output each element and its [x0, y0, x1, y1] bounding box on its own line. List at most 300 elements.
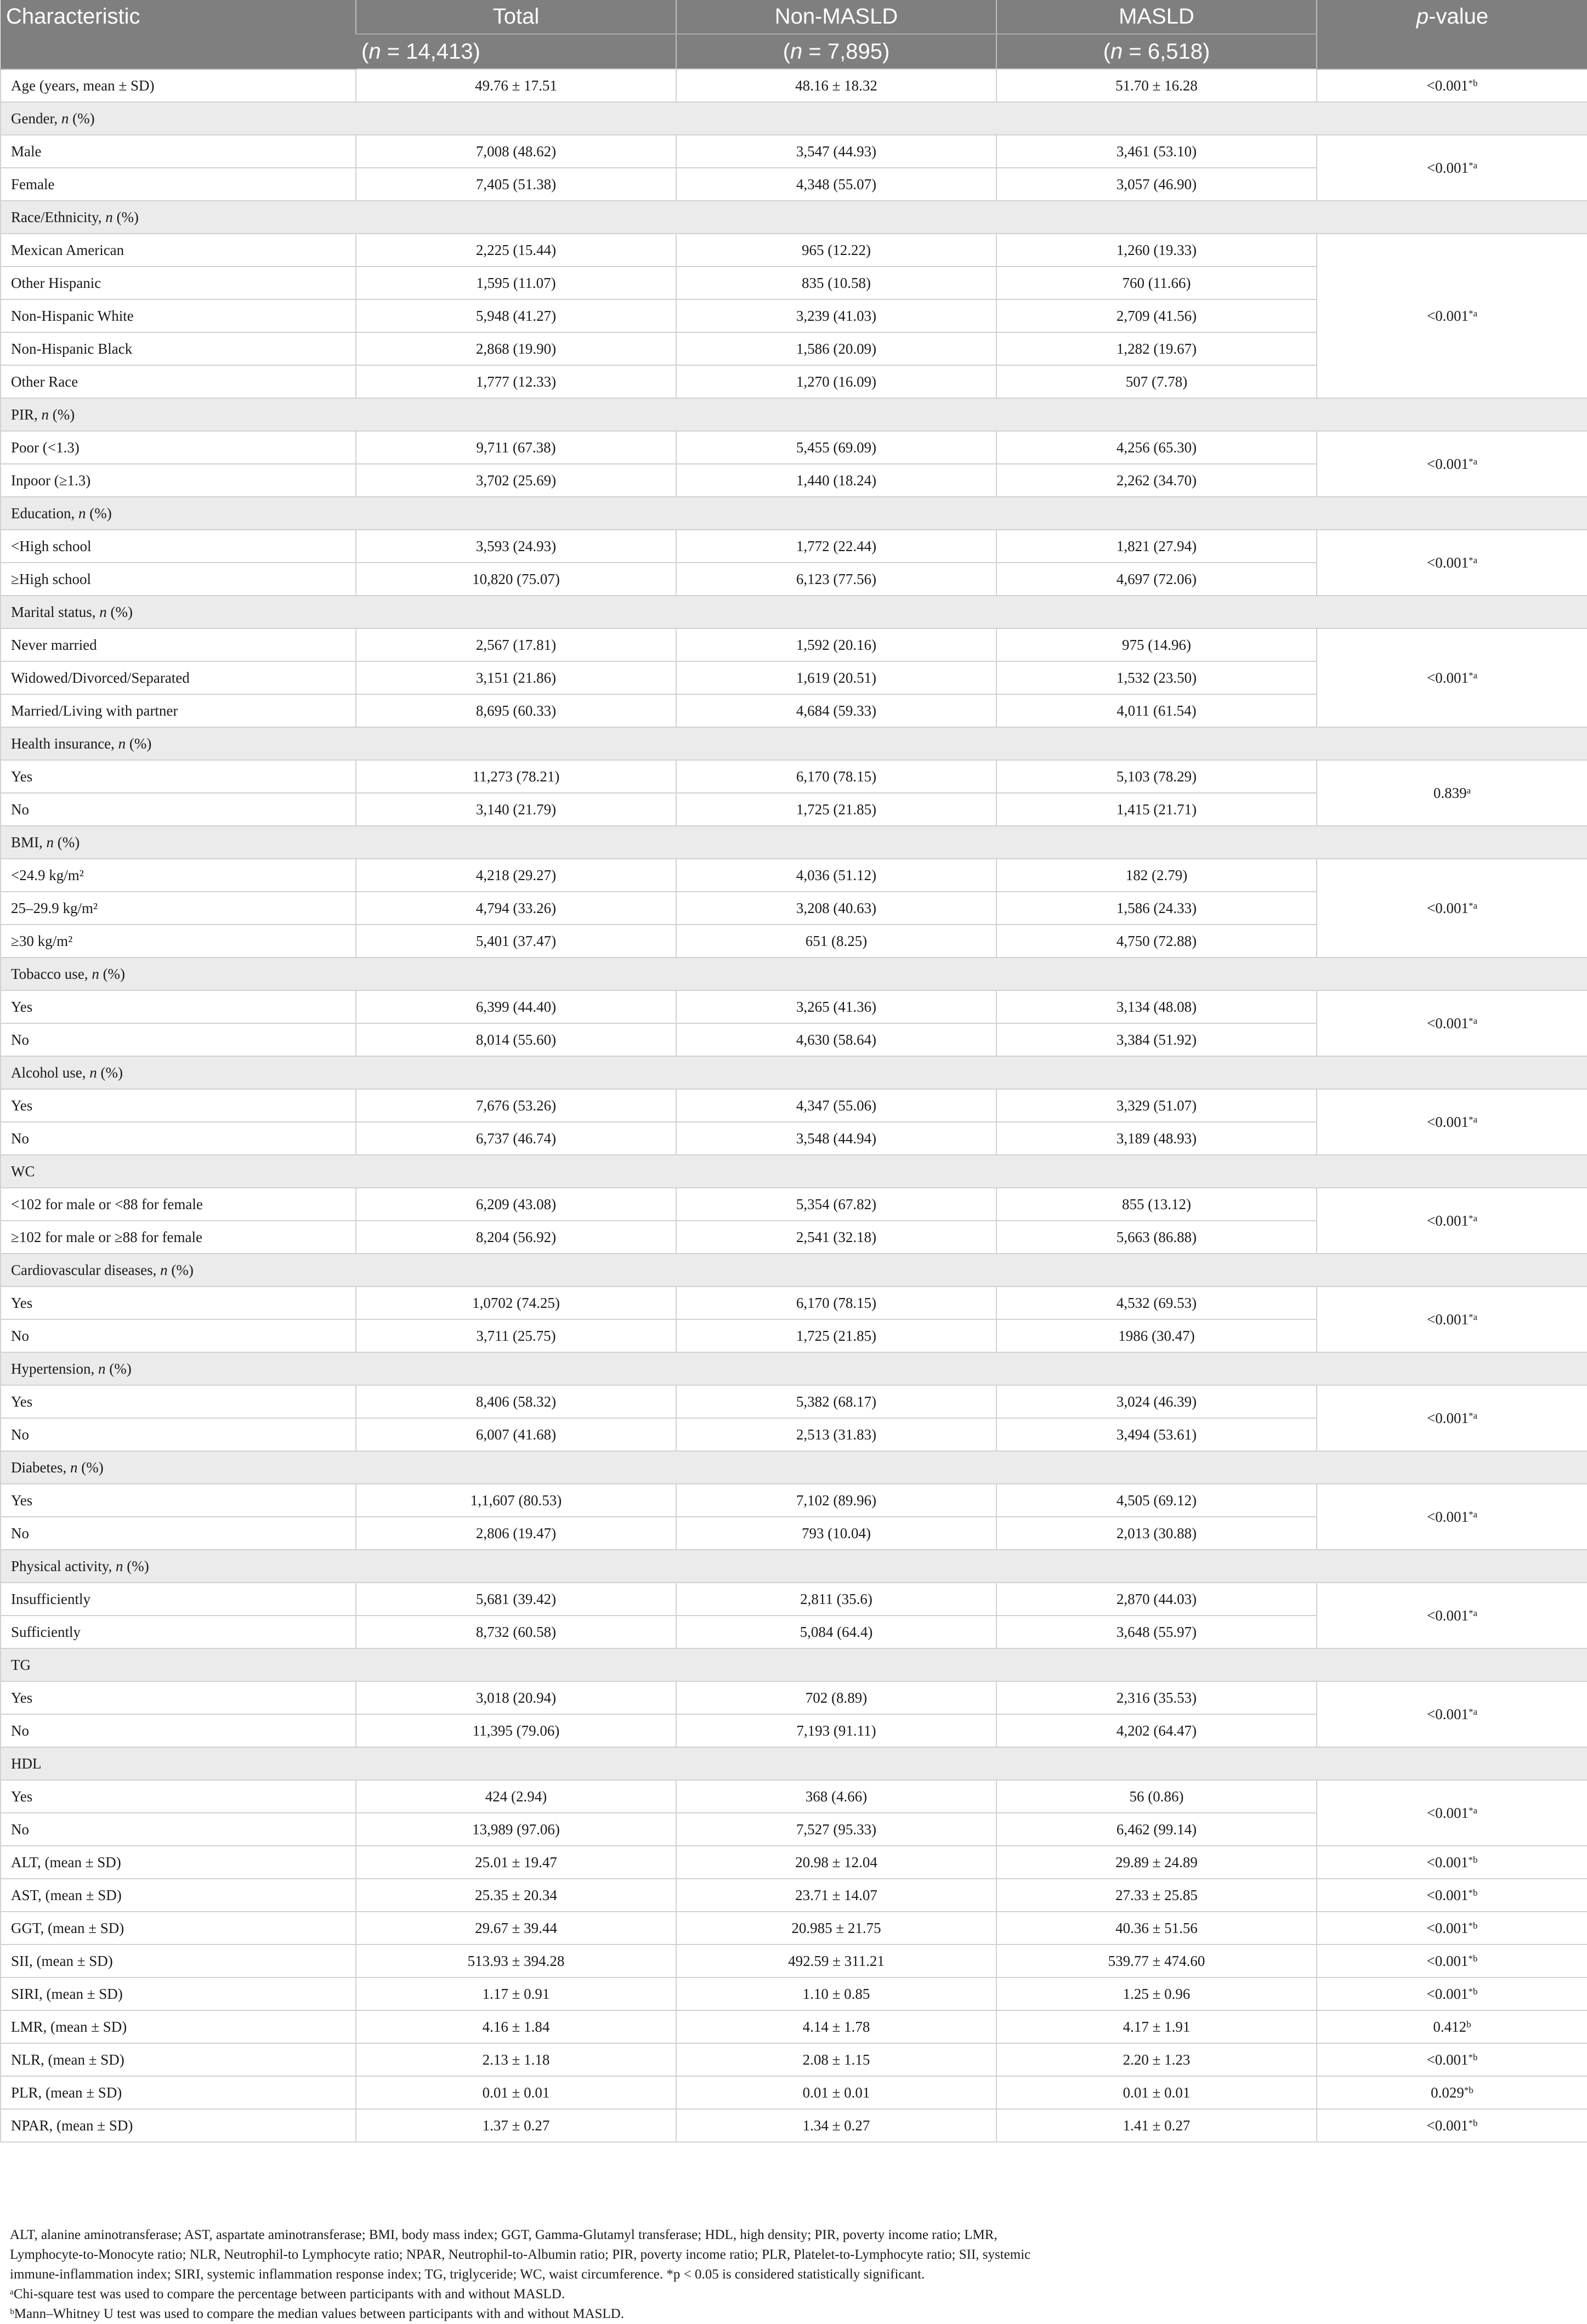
cell-total: 13,989 (97.06): [356, 1813, 676, 1846]
row-label: NLR, (mean ± SD): [1, 2043, 356, 2076]
cell-non-masld: 368 (4.66): [676, 1780, 996, 1813]
cell-total: 8,014 (55.60): [356, 1023, 676, 1056]
cell-non-masld: 6,170 (78.15): [676, 760, 996, 793]
cell-p-value: $<0.001^{*b}$: [1317, 1879, 1587, 1912]
row-label: Poor (<1.3): [1, 431, 356, 464]
section-row: [1, 497, 1587, 530]
cell-masld: 1.25 ± 0.96: [996, 1977, 1317, 2010]
row-label: NPAR, (mean ± SD): [1, 2109, 356, 2142]
header-p-value: p-value: [1317, 0, 1587, 69]
cell-masld: 3,648 (55.97): [996, 1616, 1317, 1648]
row-label: No: [1, 1714, 356, 1747]
cell-total: 5,401 (37.47): [356, 925, 676, 957]
cell-masld: 2,870 (44.03): [996, 1583, 1317, 1616]
cell-p-value: $<0.001^{*a}$: [1317, 1681, 1587, 1747]
cell-masld: 51.70 ± 16.28: [996, 69, 1317, 102]
cell-non-masld: 23.71 ± 14.07: [676, 1879, 996, 1912]
cell-non-masld: 1.10 ± 0.85: [676, 1977, 996, 2010]
cell-masld: 4,202 (64.47): [996, 1714, 1317, 1747]
subheader-total-n: (n = 14,413): [356, 34, 676, 69]
cell-total: 3,702 (25.69): [356, 464, 676, 497]
cell-non-masld: 702 (8.89): [676, 1681, 996, 1714]
section-label: Tobacco use, n (%): [1, 957, 1587, 990]
section-row: [1, 398, 1587, 431]
cell-total: 25.35 ± 20.34: [356, 1879, 676, 1912]
cell-masld: 1,586 (24.33): [996, 892, 1317, 925]
row-label: ≥High school: [1, 563, 356, 596]
section-label: Health insurance, n (%): [1, 727, 1587, 760]
cell-masld: 27.33 ± 25.85: [996, 1879, 1317, 1912]
section-label: Cardiovascular diseases, n (%): [1, 1254, 1587, 1286]
cell-p-value: $<0.001^{*a}$: [1317, 135, 1587, 201]
cell-p-value: $<0.001^{*a}$: [1317, 990, 1587, 1056]
cell-total: 3,140 (21.79): [356, 793, 676, 826]
table-row: [1, 69, 1587, 102]
cell-non-masld: 2,541 (32.18): [676, 1221, 996, 1254]
cell-non-masld: 492.59 ± 311.21: [676, 1945, 996, 1977]
cell-masld: 4,011 (61.54): [996, 694, 1317, 727]
cell-total: 3,593 (24.93): [356, 530, 676, 563]
cell-p-value: $<0.001^{*b}$: [1317, 2109, 1587, 2142]
cell-total: 2,225 (15.44): [356, 234, 676, 267]
cell-total: 7,405 (51.38): [356, 168, 676, 201]
row-label: No: [1, 1813, 356, 1846]
section-row: [1, 957, 1587, 990]
cell-non-masld: 4,348 (55.07): [676, 168, 996, 201]
table-row: [1, 1780, 1587, 1813]
cell-total: 8,406 (58.32): [356, 1385, 676, 1418]
section-label: BMI, n (%): [1, 826, 1587, 859]
table-row: [1, 2043, 1587, 2076]
cell-masld: 855 (13.12): [996, 1188, 1317, 1221]
row-label: ALT, (mean ± SD): [1, 1846, 356, 1879]
row-label: Yes: [1, 990, 356, 1023]
cell-p-value: $<0.001^{*b}$: [1317, 1977, 1587, 2010]
cell-masld: 4,697 (72.06): [996, 563, 1317, 596]
row-label: No: [1, 793, 356, 826]
section-label: Diabetes, n (%): [1, 1451, 1587, 1484]
table-row: [1, 234, 1587, 267]
cell-non-masld: 4,347 (55.06): [676, 1089, 996, 1122]
row-label: ≥30 kg/m²: [1, 925, 356, 957]
cell-total: 4,794 (33.26): [356, 892, 676, 925]
cell-total: 1,0702 (74.25): [356, 1286, 676, 1319]
section-row: [1, 727, 1587, 760]
table-row: [1, 760, 1587, 793]
row-label: Male: [1, 135, 356, 168]
header-non-masld: Non-MASLD: [676, 0, 996, 34]
cell-non-masld: 4.14 ± 1.78: [676, 2010, 996, 2043]
section-row: [1, 1352, 1587, 1385]
p-value-superscript: *a: [1468, 1114, 1478, 1125]
cell-total: 6,737 (46.74): [356, 1122, 676, 1155]
p-value-superscript: *a: [1468, 160, 1478, 171]
section-row: [1, 1747, 1587, 1780]
cell-masld: 507 (7.78): [996, 365, 1317, 398]
p-value-superscript: *a: [1468, 308, 1478, 319]
row-label: Other Race: [1, 365, 356, 398]
table-row: [1, 990, 1587, 1023]
cell-masld: 4,532 (69.53): [996, 1286, 1317, 1319]
cell-non-masld: 1,725 (21.85): [676, 793, 996, 826]
table-row: [1, 1977, 1587, 2010]
row-label: SII, (mean ± SD): [1, 1945, 356, 1977]
cell-total: 2,567 (17.81): [356, 628, 676, 661]
cell-non-masld: 4,684 (59.33): [676, 694, 996, 727]
cell-p-value: $<0.001^{*a}$: [1317, 431, 1587, 497]
table-footnotes: [10, 2225, 1107, 2324]
cell-total: 2,868 (19.90): [356, 332, 676, 365]
p-value-superscript: a: [1466, 785, 1471, 796]
cell-non-masld: 6,123 (77.56): [676, 563, 996, 596]
section-row: [1, 1648, 1587, 1681]
cell-p-value: $<0.001^{*a}$: [1317, 530, 1587, 596]
cell-non-masld: 0.01 ± 0.01: [676, 2076, 996, 2109]
subheader-non-masld-n: (n = 7,895): [676, 34, 996, 69]
table-header: [1, 0, 1587, 69]
table-row: [1, 1879, 1587, 1912]
cell-total: 7,008 (48.62): [356, 135, 676, 168]
row-label: 25–29.9 kg/m²: [1, 892, 356, 925]
cell-non-masld: 7,527 (95.33): [676, 1813, 996, 1846]
cell-p-value: $<0.001^{*a}$: [1317, 1583, 1587, 1648]
cell-non-masld: 651 (8.25): [676, 925, 996, 957]
section-row: [1, 596, 1587, 628]
cell-masld: 3,024 (46.39): [996, 1385, 1317, 1418]
cell-p-value: $<0.001^{*b}$: [1317, 1945, 1587, 1977]
cell-masld: 2,316 (35.53): [996, 1681, 1317, 1714]
cell-non-masld: 965 (12.22): [676, 234, 996, 267]
p-value-superscript: *a: [1468, 1015, 1478, 1026]
section-row: [1, 826, 1587, 859]
cell-total: 5,948 (41.27): [356, 299, 676, 332]
p-value-superscript: *a: [1468, 554, 1478, 565]
cell-non-masld: 3,548 (44.94): [676, 1122, 996, 1155]
row-label: Yes: [1, 1286, 356, 1319]
p-value-superscript: *b: [1468, 1986, 1478, 1997]
cell-total: 3,018 (20.94): [356, 1681, 676, 1714]
cell-masld: 3,384 (51.92): [996, 1023, 1317, 1056]
cell-total: 1,595 (11.07): [356, 267, 676, 299]
section-row: [1, 1550, 1587, 1583]
row-label: Age (years, mean ± SD): [1, 69, 356, 102]
footnote-abbreviations-1: ALT, alanine aminotransferase; AST, aspartate aminotransferase; BMI, body mass index; GGT, Gamma-Glutamyl transferase; HDL, high density; PIR, poverty income ratio; LMR,: [10, 2227, 997, 2242]
table-row: [1, 135, 1587, 168]
cell-masld: 1,415 (21.71): [996, 793, 1317, 826]
subheader-masld-n: (n = 6,518): [996, 34, 1317, 69]
section-label: PIR, n (%): [1, 398, 1587, 431]
cell-non-masld: 1,592 (20.16): [676, 628, 996, 661]
row-label: Widowed/Divorced/Separated: [1, 661, 356, 694]
row-label: Never married: [1, 628, 356, 661]
cell-p-value: $<0.001^{*a}$: [1317, 1484, 1587, 1550]
cell-p-value: 0.412$^b$: [1317, 2010, 1587, 2043]
p-value-superscript: *a: [1468, 456, 1478, 467]
section-row: [1, 1056, 1587, 1089]
cell-total: 8,732 (60.58): [356, 1616, 676, 1648]
section-label: WC: [1, 1155, 1587, 1188]
cell-masld: 6,462 (99.14): [996, 1813, 1317, 1846]
cell-non-masld: 5,084 (64.4): [676, 1616, 996, 1648]
cell-non-masld: 6,170 (78.15): [676, 1286, 996, 1319]
cell-p-value: $<0.001^{*b}$: [1317, 1846, 1587, 1879]
row-label: Female: [1, 168, 356, 201]
cell-total: 513.93 ± 394.28: [356, 1945, 676, 1977]
cell-masld: 5,103 (78.29): [996, 760, 1317, 793]
cell-masld: 1,282 (19.67): [996, 332, 1317, 365]
cell-non-masld: 4,036 (51.12): [676, 859, 996, 892]
row-label: GGT, (mean ± SD): [1, 1912, 356, 1945]
cell-total: 3,711 (25.75): [356, 1319, 676, 1352]
cell-non-masld: 1,772 (22.44): [676, 530, 996, 563]
cell-total: 2,806 (19.47): [356, 1517, 676, 1550]
row-label: ≥102 for male or ≥88 for female: [1, 1221, 356, 1254]
cell-total: 424 (2.94): [356, 1780, 676, 1813]
cell-masld: 182 (2.79): [996, 859, 1317, 892]
cell-p-value: $<0.001^{*a}$: [1317, 628, 1587, 727]
cell-masld: 29.89 ± 24.89: [996, 1846, 1317, 1879]
row-label: No: [1, 1418, 356, 1451]
cell-masld: 3,057 (46.90): [996, 168, 1317, 201]
cell-masld: 3,134 (48.08): [996, 990, 1317, 1023]
table-row: [1, 1681, 1587, 1714]
cell-total: 1,777 (12.33): [356, 365, 676, 398]
cell-masld: 40.36 ± 51.56: [996, 1912, 1317, 1945]
p-value-superscript: *b: [1464, 2084, 1473, 2095]
cell-non-masld: 20.985 ± 21.75: [676, 1912, 996, 1945]
cell-non-masld: 3,208 (40.63): [676, 892, 996, 925]
cell-non-masld: 793 (10.04): [676, 1517, 996, 1550]
cell-total: 5,681 (39.42): [356, 1583, 676, 1616]
table-row: [1, 1912, 1587, 1945]
row-label: AST, (mean ± SD): [1, 1879, 356, 1912]
p-value-superscript: *b: [1468, 1854, 1478, 1865]
cell-masld: 56 (0.86): [996, 1780, 1317, 1813]
section-label: Race/Ethnicity, n (%): [1, 201, 1587, 234]
row-label: Non-Hispanic Black: [1, 332, 356, 365]
cell-masld: 3,329 (51.07): [996, 1089, 1317, 1122]
p-value-superscript: *a: [1468, 1410, 1478, 1421]
section-row: [1, 1254, 1587, 1286]
cell-non-masld: 3,547 (44.93): [676, 135, 996, 168]
cell-masld: 1,532 (23.50): [996, 661, 1317, 694]
cell-p-value: $<0.001^{*a}$: [1317, 1780, 1587, 1846]
section-label: Education, n (%): [1, 497, 1587, 530]
table-row: [1, 2010, 1587, 2043]
row-label: Yes: [1, 1089, 356, 1122]
cell-non-masld: 2,811 (35.6): [676, 1583, 996, 1616]
p-value-superscript: *b: [1468, 1920, 1478, 1931]
cell-non-masld: 3,239 (41.03): [676, 299, 996, 332]
p-value-superscript: *b: [1468, 2117, 1478, 2128]
row-label: Other Hispanic: [1, 267, 356, 299]
section-label: Hypertension, n (%): [1, 1352, 1587, 1385]
cell-total: 6,007 (41.68): [356, 1418, 676, 1451]
table-row: [1, 1286, 1587, 1319]
cell-masld: 1.41 ± 0.27: [996, 2109, 1317, 2142]
cell-p-value: $<0.001^{*a}$: [1317, 1286, 1587, 1352]
cell-non-masld: 835 (10.58): [676, 267, 996, 299]
p-value-superscript: *a: [1468, 1706, 1478, 1717]
cell-non-masld: 1.34 ± 0.27: [676, 2109, 996, 2142]
p-value-superscript: *a: [1468, 1607, 1478, 1618]
p-value-superscript: *b: [1468, 77, 1478, 88]
cell-total: 9,711 (67.38): [356, 431, 676, 464]
cell-masld: 539.77 ± 474.60: [996, 1945, 1317, 1977]
section-row: [1, 1155, 1587, 1188]
table-row: [1, 2076, 1587, 2109]
cell-non-masld: 1,619 (20.51): [676, 661, 996, 694]
p-value-superscript: b: [1466, 2019, 1471, 2030]
cell-masld: 1,260 (19.33): [996, 234, 1317, 267]
section-label: Marital status, n (%): [1, 596, 1587, 628]
header-characteristic: Characteristic: [1, 0, 356, 69]
cell-p-value: $<0.001^{*b}$: [1317, 69, 1587, 102]
cell-masld: 4.17 ± 1.91: [996, 2010, 1317, 2043]
table-row: [1, 530, 1587, 563]
cell-non-masld: 20.98 ± 12.04: [676, 1846, 996, 1879]
row-label: Insufficiently: [1, 1583, 356, 1616]
table-row: [1, 1846, 1587, 1879]
cell-masld: 3,494 (53.61): [996, 1418, 1317, 1451]
row-label: No: [1, 1517, 356, 1550]
cell-total: 3,151 (21.86): [356, 661, 676, 694]
cell-non-masld: 7,102 (89.96): [676, 1484, 996, 1517]
cell-non-masld: 5,354 (67.82): [676, 1188, 996, 1221]
cell-p-value: $<0.001^{*a}$: [1317, 234, 1587, 398]
cell-non-masld: 1,725 (21.85): [676, 1319, 996, 1352]
table-row: [1, 1484, 1587, 1517]
cell-total: 4.16 ± 1.84: [356, 2010, 676, 2043]
cell-total: 6,209 (43.08): [356, 1188, 676, 1221]
cell-masld: 4,256 (65.30): [996, 431, 1317, 464]
table-row: [1, 1188, 1587, 1221]
cell-non-masld: 2,513 (31.83): [676, 1418, 996, 1451]
cell-p-value: $<0.001^{*b}$: [1317, 2043, 1587, 2076]
section-label: TG: [1, 1648, 1587, 1681]
row-label: Yes: [1, 760, 356, 793]
cell-masld: 760 (11.66): [996, 267, 1317, 299]
cell-total: 0.01 ± 0.01: [356, 2076, 676, 2109]
cell-total: 25.01 ± 19.47: [356, 1846, 676, 1879]
p-value-superscript: *a: [1468, 900, 1478, 911]
cell-masld: 4,750 (72.88): [996, 925, 1317, 957]
row-label: PLR, (mean ± SD): [1, 2076, 356, 2109]
cell-total: 1,1,607 (80.53): [356, 1484, 676, 1517]
header-masld: MASLD: [996, 0, 1317, 34]
cell-masld: 3,461 (53.10): [996, 135, 1317, 168]
cell-non-masld: 1,440 (18.24): [676, 464, 996, 497]
p-value-superscript: *a: [1468, 1212, 1478, 1223]
table-row: [1, 1089, 1587, 1122]
table-row: [1, 431, 1587, 464]
cell-p-value: 0.839$^a$: [1317, 760, 1587, 826]
row-label: <High school: [1, 530, 356, 563]
cell-non-masld: 48.16 ± 18.32: [676, 69, 996, 102]
cell-total: 8,695 (60.33): [356, 694, 676, 727]
section-label: Physical activity, n (%): [1, 1550, 1587, 1583]
cell-total: 29.67 ± 39.44: [356, 1912, 676, 1945]
cell-p-value: $<0.001^{*a}$: [1317, 859, 1587, 957]
cell-p-value: $<0.001^{*a}$: [1317, 1089, 1587, 1155]
cell-total: 10,820 (75.07): [356, 563, 676, 596]
row-label: <102 for male or <88 for female: [1, 1188, 356, 1221]
row-label: No: [1, 1023, 356, 1056]
table-row: [1, 1385, 1587, 1418]
cell-masld: 5,663 (86.88): [996, 1221, 1317, 1254]
cell-masld: 1,821 (27.94): [996, 530, 1317, 563]
footnote-mann-whitney: ᵇMann–Whitney U test was used to compare the median values between participants with and without MASLD.: [10, 2306, 624, 2321]
row-label: Sufficiently: [1, 1616, 356, 1648]
section-row: [1, 1451, 1587, 1484]
row-label: Non-Hispanic White: [1, 299, 356, 332]
p-value-superscript: *a: [1468, 1509, 1478, 1520]
cell-total: 4,218 (29.27): [356, 859, 676, 892]
row-label: Yes: [1, 1780, 356, 1813]
cell-non-masld: 5,455 (69.09): [676, 431, 996, 464]
cell-total: 8,204 (56.92): [356, 1221, 676, 1254]
cell-non-masld: 1,270 (16.09): [676, 365, 996, 398]
p-value-superscript: *b: [1468, 1953, 1478, 1964]
section-label: Gender, n (%): [1, 102, 1587, 135]
row-label: <24.9 kg/m²: [1, 859, 356, 892]
table-row: [1, 859, 1587, 892]
cell-non-masld: 5,382 (68.17): [676, 1385, 996, 1418]
section-label: Alcohol use, n (%): [1, 1056, 1587, 1089]
footnote-abbreviations-3: immune-inflammation index; SIRI, systemic inflammation response index; TG, triglyceride; WC, waist circumference. *p < 0.05 is considered statistically significant.: [10, 2267, 925, 2282]
cell-non-masld: 7,193 (91.11): [676, 1714, 996, 1747]
table-row: [1, 1945, 1587, 1977]
cell-non-masld: 1,586 (20.09): [676, 332, 996, 365]
cell-total: 7,676 (53.26): [356, 1089, 676, 1122]
p-value-superscript: *b: [1468, 2051, 1478, 2062]
cell-masld: 2,262 (34.70): [996, 464, 1317, 497]
section-label: HDL: [1, 1747, 1587, 1780]
section-row: [1, 201, 1587, 234]
cell-p-value: $<0.001^{*a}$: [1317, 1385, 1587, 1451]
cell-p-value: $<0.001^{*a}$: [1317, 1188, 1587, 1254]
p-value-superscript: *a: [1468, 1311, 1478, 1322]
cell-masld: 2,709 (41.56): [996, 299, 1317, 332]
row-label: LMR, (mean ± SD): [1, 2010, 356, 2043]
cell-total: 2.13 ± 1.18: [356, 2043, 676, 2076]
footnote-abbreviations-2: Lymphocyte-to-Monocyte ratio; NLR, Neutrophil-to Lymphocyte ratio; NPAR, Neutrophil-to-Albumin ratio; PIR, poverty income ratio; PLR, Platelet-to-Lymphocyte ratio; SII, systemic: [10, 2247, 1031, 2262]
cell-p-value: $<0.001^{*b}$: [1317, 1912, 1587, 1945]
cell-total: 11,273 (78.21): [356, 760, 676, 793]
cell-masld: 2,013 (30.88): [996, 1517, 1317, 1550]
section-row: [1, 102, 1587, 135]
cell-p-value: 0.029$^{*b}$: [1317, 2076, 1587, 2109]
cell-total: 6,399 (44.40): [356, 990, 676, 1023]
cell-total: 11,395 (79.06): [356, 1714, 676, 1747]
cell-masld: 0.01 ± 0.01: [996, 2076, 1317, 2109]
cell-total: 1.17 ± 0.91: [356, 1977, 676, 2010]
cell-masld: 1986 (30.47): [996, 1319, 1317, 1352]
row-label: No: [1, 1122, 356, 1155]
cell-non-masld: 4,630 (58.64): [676, 1023, 996, 1056]
row-label: SIRI, (mean ± SD): [1, 1977, 356, 2010]
cell-non-masld: 2.08 ± 1.15: [676, 2043, 996, 2076]
row-label: Yes: [1, 1484, 356, 1517]
table-row: [1, 1583, 1587, 1616]
table-row: [1, 628, 1587, 661]
cell-non-masld: 3,265 (41.36): [676, 990, 996, 1023]
cell-total: 49.76 ± 17.51: [356, 69, 676, 102]
table-row: [1, 2109, 1587, 2142]
cell-total: 1.37 ± 0.27: [356, 2109, 676, 2142]
row-label: Mexican American: [1, 234, 356, 267]
row-label: Married/Living with partner: [1, 694, 356, 727]
